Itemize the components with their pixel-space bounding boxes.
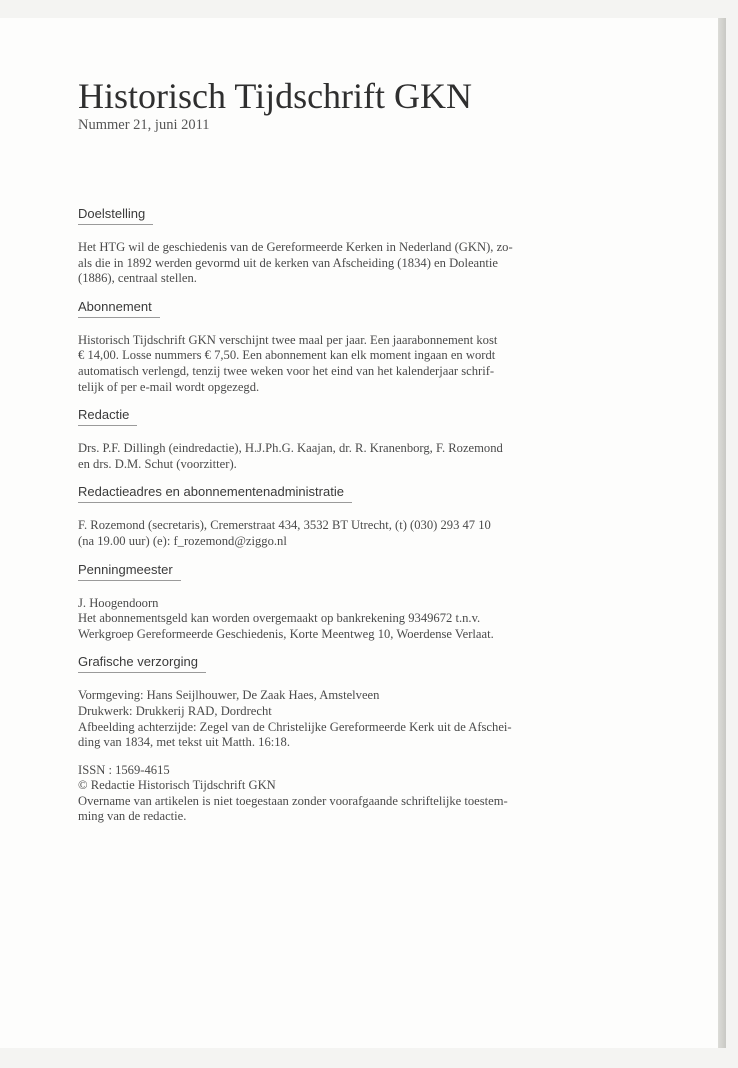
section-doelstelling <box>78 205 578 287</box>
colophon-footer <box>78 763 578 825</box>
section-heading: Doelstelling <box>78 206 153 225</box>
text-line: ming van de redactie. <box>78 809 187 824</box>
text-line: Historisch Tijdschrift GKN verschijnt twee maal per jaar. Een jaarabonnement kost <box>78 332 498 347</box>
text-line: Drukwerk: Drukkerij RAD, Dordrecht <box>78 703 272 718</box>
text-line: ding van 1834, met tekst uit Matth. 16:18. <box>78 735 290 750</box>
section-heading: Abonnement <box>78 299 160 318</box>
text-line: Afbeelding achterzijde: Zegel van de Christelijke Gereformeerde Kerk uit de Afschei- <box>78 719 512 734</box>
section-heading: Penningmeester <box>78 562 181 581</box>
text-line: Overname van artikelen is niet toegestaan zonder voorafgaande schriftelijke toestem- <box>78 793 508 808</box>
section-text <box>78 518 578 549</box>
text-line: en drs. D.M. Schut (voorzitter). <box>78 456 237 471</box>
footer-text <box>78 763 578 825</box>
text-line: Vormgeving: Hans Seijlhouwer, De Zaak Haes, Amstelveen <box>78 688 380 703</box>
text-line: automatisch verlengd, tenzij twee weken voor het eind van het kalenderjaar schrif- <box>78 363 495 378</box>
text-line: (1886), centraal stellen. <box>78 271 197 286</box>
section-text <box>78 596 578 643</box>
section-heading: Redactie <box>78 407 137 426</box>
section-text <box>78 240 578 287</box>
colophon <box>78 205 578 825</box>
text-line: F. Rozemond (secretaris), Cremerstraat 434, 3532 BT Utrecht, (t) (030) 293 47 10 <box>78 518 491 533</box>
text-line: € 14,00. Losse nummers € 7,50. Een abonnement kan elk moment ingaan en wordt <box>78 348 496 363</box>
text-line: Het HTG wil de geschiedenis van de Gereformeerde Kerken in Nederland (GKN), zo- <box>78 240 513 254</box>
issn-line: ISSN : 1569-4615 <box>78 762 170 777</box>
text-line: als die in 1892 werden gevormd uit de kerken van Afscheiding (1834) en Doleantie <box>78 255 499 270</box>
section-abonnement <box>78 298 578 395</box>
text-line: (na 19.00 uur) (e): f_rozemond@ziggo.nl <box>78 533 287 548</box>
section-heading: Grafische verzorging <box>78 654 206 673</box>
copyright-line: © Redactie Historisch Tijdschrift GKN <box>78 778 276 793</box>
text-line: telijk of per e-mail wordt opgezegd. <box>78 379 260 394</box>
issue-subtitle: Nummer 21, juni 2011 <box>78 117 210 133</box>
text-line: Drs. P.F. Dillingh (eindredactie), H.J.Ph.G. Kaajan, dr. R. Kranenborg, F. Rozemond <box>78 441 503 456</box>
section-heading: Redactieadres en abonnementenadministratie <box>78 484 352 503</box>
text-line: Werkgroep Gereformeerde Geschiedenis, Korte Meentweg 10, Woerdense Verlaat. <box>78 626 494 641</box>
section-grafische-verzorging <box>78 653 578 750</box>
journal-title: Historisch Tijdschrift GKN <box>78 76 473 116</box>
section-penningmeester <box>78 561 578 643</box>
section-redactie <box>78 406 578 472</box>
section-text <box>78 441 578 472</box>
text-line: J. Hoogendoorn <box>78 595 159 610</box>
section-redactieadres <box>78 483 578 549</box>
text-line: Het abonnementsgeld kan worden overgemaakt op bankrekening 9349672 t.n.v. <box>78 611 481 626</box>
section-text <box>78 688 578 750</box>
section-text <box>78 333 578 395</box>
page-edge <box>718 18 726 1048</box>
